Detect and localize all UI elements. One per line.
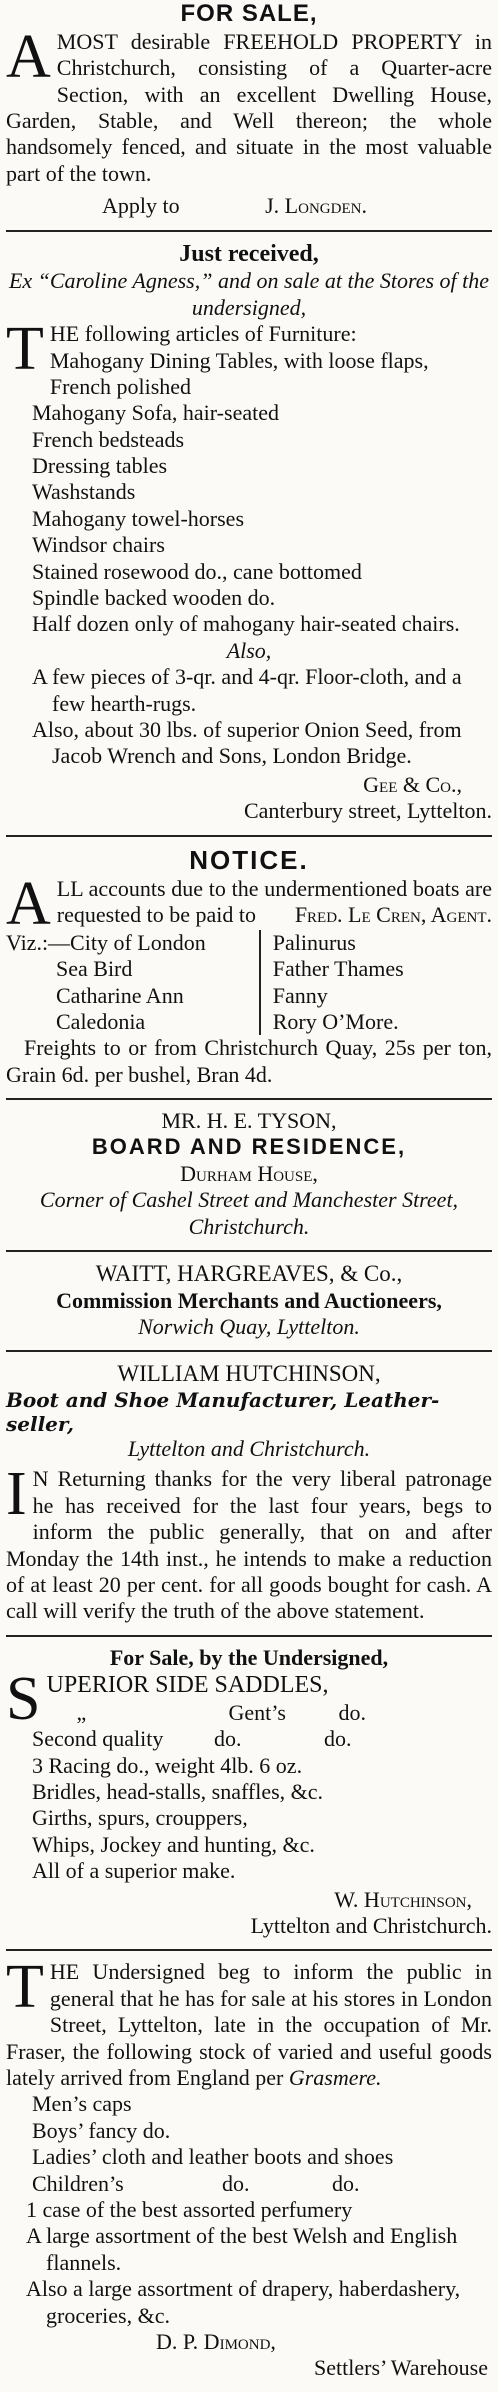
list-item: Mahogany Dining Tables, with loose flaps, <box>49 347 429 373</box>
ad-boot-shoe <box>6 1352 492 1634</box>
contact-name: J. Longden. <box>265 193 367 219</box>
ad-heading: For Sale, by the Undersigned, <box>109 1644 389 1670</box>
boat-name: Fanny <box>272 982 328 1008</box>
boats-table <box>6 930 492 1036</box>
ad-saddles <box>6 1637 492 1950</box>
also-label: Also, <box>226 637 272 663</box>
signature-name: Gee & Co., <box>363 771 462 797</box>
ship-name: Grasmere. <box>288 2064 382 2090</box>
drop-cap: I <box>6 1460 27 1529</box>
ad-name: MR. H. E. TYSON, <box>161 1108 337 1134</box>
boats-right <box>259 930 492 1036</box>
signature-name: W. Hutchinson, <box>334 1886 472 1912</box>
address-line: Norwich Quay, Lyttelton. <box>138 1314 360 1339</box>
furniture-list <box>6 348 492 638</box>
list-item: Boys’ fancy do. <box>32 2117 171 2143</box>
list-item: Also, about 30 lbs. of superior Onion Seed, from Jacob Wrench and Sons, London Bridge. <box>32 716 462 769</box>
ad-body <box>6 1460 492 1624</box>
list-item: French polished <box>49 373 192 399</box>
cell: Second quality <box>32 1726 164 1752</box>
address-line: Christchurch. <box>188 1213 310 1239</box>
ad-body-text: MOST desirable FREEHOLD PROPERTY in Christchurch, consisting of a Quarter-acre Section, with an excellent Dwelling House, Garden, Stable, and Well thereon; the whole handsomely fenced, and situate in the most valuable part of the town. <box>6 28 492 186</box>
ad-subheading: Ex “Caroline Agness,” and on sale at the Stores of the undersigned, <box>8 268 490 320</box>
list-item: Whips, Jockey and hunting, &c. <box>32 1831 315 1857</box>
ad-commission-merchants <box>6 1252 492 1350</box>
address-line: Corner of Cashel Street and Manchester Street, <box>39 1187 459 1213</box>
list-item: Spindle backed wooden do. <box>32 585 276 611</box>
list-item: Ladies’ cloth and leather boots and shoes <box>32 2144 394 2170</box>
ad-trade: Boot and Shoe Manufacturer, Leather-seller, <box>6 1387 440 1436</box>
ad-body <box>6 869 492 938</box>
list-item: 1 case of the best assorted perfumery <box>26 2196 353 2222</box>
list-item: A large assortment of the best Welsh and English flannels. <box>26 2223 458 2275</box>
ad-name: WAITT, HARGREAVES, & Co., <box>95 1261 403 1287</box>
drop-cap: S <box>6 1665 41 1734</box>
list-item: Dressing tables <box>32 453 168 479</box>
cell: do. <box>214 1726 242 1752</box>
signature-address: Settlers’ Warehouse <box>314 2355 488 2381</box>
list-item: Also a large assortment of drapery, haberdashery, groceries, &c. <box>26 2276 461 2328</box>
ad-board-residence <box>6 1100 492 1250</box>
list-item: Mahogany Sofa, hair-seated <box>32 400 279 426</box>
boat-name: Palinurus <box>272 929 356 955</box>
signature-address: Canterbury street, Lyttelton. <box>243 798 492 824</box>
cell: do. <box>332 2170 360 2196</box>
freights-text: Freights to or from Christchurch Quay, 25s per ton, Grain 6d. per bushel, Bran 4d. <box>6 1035 492 1087</box>
list-item: A few pieces of 3-qr. and 4-qr. Floor-cloth, and a few hearth-rugs. <box>32 664 462 716</box>
ad-heading: FOR SALE, <box>180 0 318 27</box>
ad-first-line-text: UPERIOR SIDE SADDLES, <box>46 1672 329 1699</box>
signature-name: D. P. Dimond, <box>156 2328 276 2354</box>
ad-body <box>6 1953 492 2091</box>
cell: Children’s <box>32 2170 124 2196</box>
list-item: All of a superior make. <box>32 1858 236 1884</box>
boat-name: Caledonia <box>56 1008 146 1034</box>
boat-name: Catharine Ann <box>56 982 184 1008</box>
ad-heading: Just received, <box>179 240 319 267</box>
ad-name: WILLIAM HUTCHINSON, <box>117 1361 381 1387</box>
ad-contact <box>6 193 492 219</box>
ad-warehouse <box>6 1951 492 2391</box>
stock-row <box>32 2171 492 2197</box>
cell: do. <box>324 1726 352 1752</box>
ad-heading: Commission Merchants and Auctioneers, <box>56 1287 442 1313</box>
house-name: Durham House, <box>180 1160 318 1186</box>
ad-for-sale-property <box>6 0 492 230</box>
ad-body-text: N Returning thanks for the very liberal patronage he has received for the last four years, begs to inform the public generally, that on and after Monday the 14th inst., he intends to make a reduction of at least 20 per cent. for all goods bought for cash. A call will verify the truth of the above statement. <box>6 1466 492 1624</box>
saddle-row <box>46 1700 492 1726</box>
ad-heading: NOTICE. <box>189 844 309 875</box>
ad-location: Lyttelton and Christchurch. <box>127 1435 371 1461</box>
boat-name: Viz.:—City of London <box>6 929 206 955</box>
list-item: 3 Racing do., weight 4lb. 6 oz. <box>32 1752 303 1778</box>
drop-cap: A <box>6 22 51 91</box>
ad-heading: BOARD AND RESIDENCE, <box>91 1134 407 1160</box>
drop-cap: T <box>6 1953 44 2022</box>
list-item: Washstands <box>32 479 136 505</box>
cell: do. <box>338 1699 366 1725</box>
agent-name: Fred. Le Cren, Agent. <box>294 902 492 928</box>
ad-body <box>6 22 492 187</box>
cell: „ <box>76 1699 87 1725</box>
ad-notice <box>6 837 492 1099</box>
list-item: French bedsteads <box>32 426 185 452</box>
signature-address: Lyttelton and Christchurch. <box>250 1913 492 1939</box>
saddle-list <box>6 1700 492 1885</box>
drop-cap: A <box>6 869 51 938</box>
drop-cap: T <box>6 315 44 384</box>
ad-furniture <box>6 232 492 835</box>
boats-left <box>6 930 259 1036</box>
ad-body-text: HE Undersigned beg to inform the public in general that he has for sale at his stores in London Street, Lyttelton, late in the occupation of Mr. Fraser, the following stock of varied and useful goods lately arrived from England per <box>6 1959 492 2090</box>
list-item: Windsor chairs <box>32 532 165 558</box>
list-item: Girths, spurs, crouppers, <box>32 1805 248 1831</box>
list-item: Half dozen only of mahogany hair-seated chairs. <box>32 611 460 637</box>
ad-intro-text: HE following articles of Furniture: <box>49 321 357 347</box>
list-item: Men’s caps <box>32 2091 132 2117</box>
boat-name: Rory O’More. <box>272 1008 399 1034</box>
stock-list <box>6 2091 492 2197</box>
list-item: Bridles, head-stalls, snaffles, &c. <box>32 1779 324 1805</box>
saddle-row <box>32 1726 492 1752</box>
boat-name: Sea Bird <box>56 956 133 982</box>
cell: Gent’s <box>228 1699 286 1725</box>
ad-body-text: LL accounts due to the undermentioned boats are requested to be paid to <box>56 875 492 928</box>
list-item: Mahogany towel-horses <box>32 505 245 531</box>
list-item: Stained rosewood do., cane bottomed <box>32 558 362 584</box>
boat-name: Father Thames <box>272 956 404 982</box>
cell: do. <box>222 2170 250 2196</box>
apply-to: Apply to <box>102 193 180 219</box>
